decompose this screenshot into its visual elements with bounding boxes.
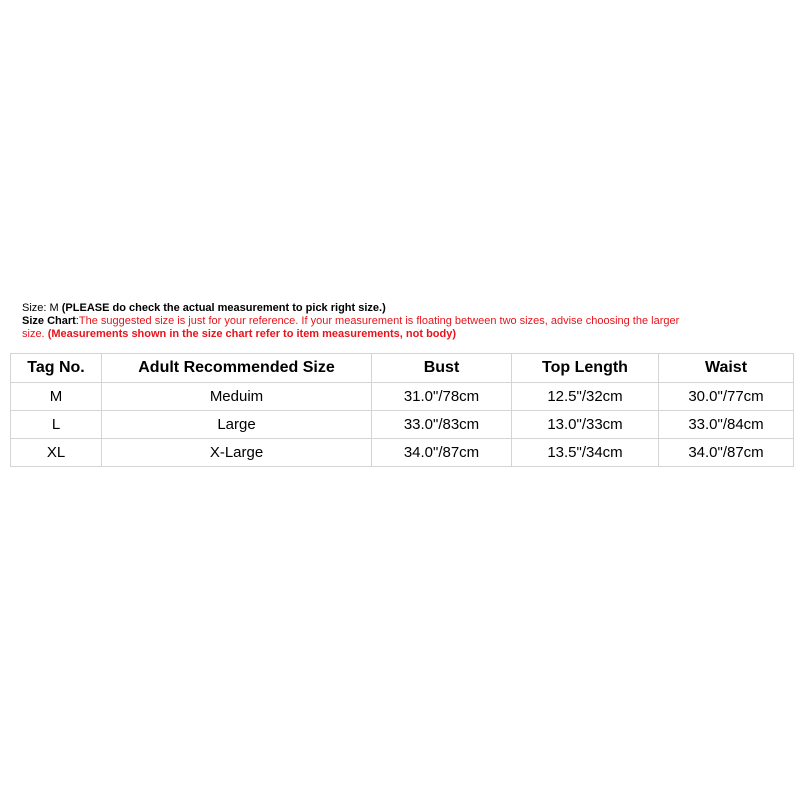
size-chart-table [10, 353, 794, 467]
header-adult-recommended-size: Adult Recommended Size [102, 354, 372, 383]
size-chart-line-2 [22, 328, 742, 341]
size-separator: : [43, 302, 50, 314]
cell-bust: 33.0"/83cm [372, 411, 512, 439]
size-chart-advice: The suggested size is just for your reference. If your measurement is floating between two sizes, advise choosing the larger [78, 315, 680, 327]
size-line [22, 302, 742, 315]
cell-tag-no: M [11, 383, 102, 411]
table-header-row [11, 354, 794, 383]
header-top-length: Top Length [512, 354, 659, 383]
table-row [11, 411, 794, 439]
size-chart-line [22, 315, 742, 328]
cell-adult-size: X-Large [102, 439, 372, 467]
cell-adult-size: Meduim [102, 383, 372, 411]
header-tag-no: Tag No. [11, 354, 102, 383]
cell-top-length: 12.5"/32cm [512, 383, 659, 411]
table-row [11, 383, 794, 411]
cell-bust: 34.0"/87cm [372, 439, 512, 467]
header-bust: Bust [372, 354, 512, 383]
cell-bust: 31.0"/78cm [372, 383, 512, 411]
size-instruction: (PLEASE do check the actual measurement to pick right size.) [61, 302, 386, 314]
cell-tag-no: L [11, 411, 102, 439]
cell-adult-size: Large [102, 411, 372, 439]
cell-top-length: 13.5"/34cm [512, 439, 659, 467]
cell-waist: 30.0"/77cm [659, 383, 794, 411]
size-value: M [49, 302, 59, 314]
size-label: Size [22, 302, 44, 314]
cell-waist: 34.0"/87cm [659, 439, 794, 467]
measurement-note: (Measurements shown in the size chart refer to item measurements, not body) [47, 328, 457, 340]
table-row [11, 439, 794, 467]
size-chart-table-wrapper [10, 353, 793, 467]
cell-tag-no: XL [11, 439, 102, 467]
size-chart-advice-continued: size. [22, 328, 45, 340]
size-chart-label: Size Chart [22, 315, 76, 327]
cell-waist: 33.0"/84cm [659, 411, 794, 439]
cell-top-length: 13.0"/33cm [512, 411, 659, 439]
header-waist: Waist [659, 354, 794, 383]
size-notes [22, 302, 742, 341]
size-chart-separator: : [75, 315, 79, 327]
